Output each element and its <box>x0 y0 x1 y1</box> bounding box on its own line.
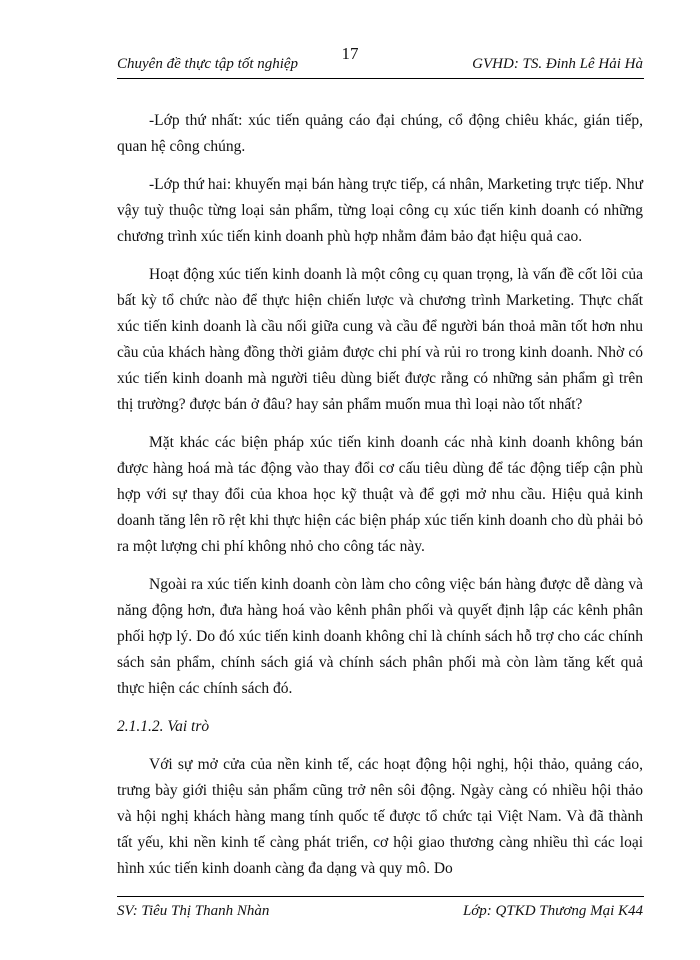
footer-class: Lớp: QTKD Thương Mại K44 <box>462 903 643 919</box>
page-number: 17 <box>341 44 359 63</box>
paragraph-layer-one: -Lớp thứ nhất: xúc tiến quảng cáo đại chúng, cổ động chiêu khác, gián tiếp, quan hệ công chúng. <box>117 112 643 155</box>
footer-student: SV: Tiêu Thị Thanh Nhàn <box>117 903 270 919</box>
document-body <box>117 108 643 894</box>
section-heading: 2.1.1.2. Vai trò <box>117 718 210 735</box>
header-divider <box>117 78 644 79</box>
paragraph-business-promotion: Hoạt động xúc tiến kinh doanh là một công cụ quan trọng, là vấn đề cốt lõi của bất kỳ tổ chức nào để thực hiện chiến lược và chương trình Marketing. Thực chất xúc tiến kinh doanh là cầu nối giữa cung và cầu để người bán thoả mãn tốt hơn nhu cầu của khách hàng đồng thời giảm được chi phí và rủi ro trong kinh doanh. Nhờ có xúc tiến kinh doanh mà người tiêu dùng biết được rằng có những sản phẩm gì trên thị trường? được bán ở đâu? hay sản phẩm muốn mua thì loại nào tốt nhất? <box>117 266 643 413</box>
paragraph-role: Với sự mở cửa của nền kinh tế, các hoạt động hội nghị, hội thảo, quảng cáo, trưng bày giới thiệu sản phẩm cũng trở nên sôi động. Ngày càng có nhiều hội thảo và hội nghị khách hàng mang tính quốc tế được tổ chức tại Việt Nam. Và đã thành tất yếu, khi nền kinh tế càng phát triển, cơ hội giao thương càng nhiều thì các loại hình xúc tiến kinh doanh càng đa dạng và quy mô. Do <box>117 756 643 877</box>
paragraph-layer-two: -Lớp thứ hai: khuyến mại bán hàng trực tiếp, cá nhân, Marketing trực tiếp. Như vậy tuỳ thuộc từng loại sản phẩm, từng loại công cụ xúc tiến kinh doanh có những chương trình xúc tiến kinh doanh phù hợp nhằm đảm bảo đạt hiệu quả cao. <box>117 176 643 245</box>
footer-divider <box>117 896 644 897</box>
paragraph-furthermore: Ngoài ra xúc tiến kinh doanh còn làm cho công việc bán hàng được dễ dàng và năng động hơn, đưa hàng hoá vào kênh phân phối và quyết định lập các kênh phân phối hợp lý. Do đó xúc tiến kinh doanh không chỉ là chính sách hỗ trợ cho các chính sách sản phẩm, chính sách giá và chính sách phân phối mà còn làm tăng kết quả thực hiện các chính sách đó. <box>117 576 643 697</box>
header-document-title: Chuyên đề thực tập tốt nghiệp <box>117 56 299 72</box>
header-supervisor: GVHD: TS. Đinh Lê Hải Hà <box>472 56 643 72</box>
paragraph-other-hand: Mặt khác các biện pháp xúc tiến kinh doanh các nhà kinh doanh không bán được hàng hoá mà tác động vào thay đổi cơ cấu tiêu dùng để tác động tiếp cận phù hợp với sự thay đổi của khoa học kỹ thuật và để gợi mở nhu cầu. Hiệu quả kinh doanh tăng lên rõ rệt khi thực hiện các biện pháp xúc tiến kinh doanh cho dù phải bỏ ra một lượng chi phí không nhỏ cho công tác này. <box>117 434 643 555</box>
